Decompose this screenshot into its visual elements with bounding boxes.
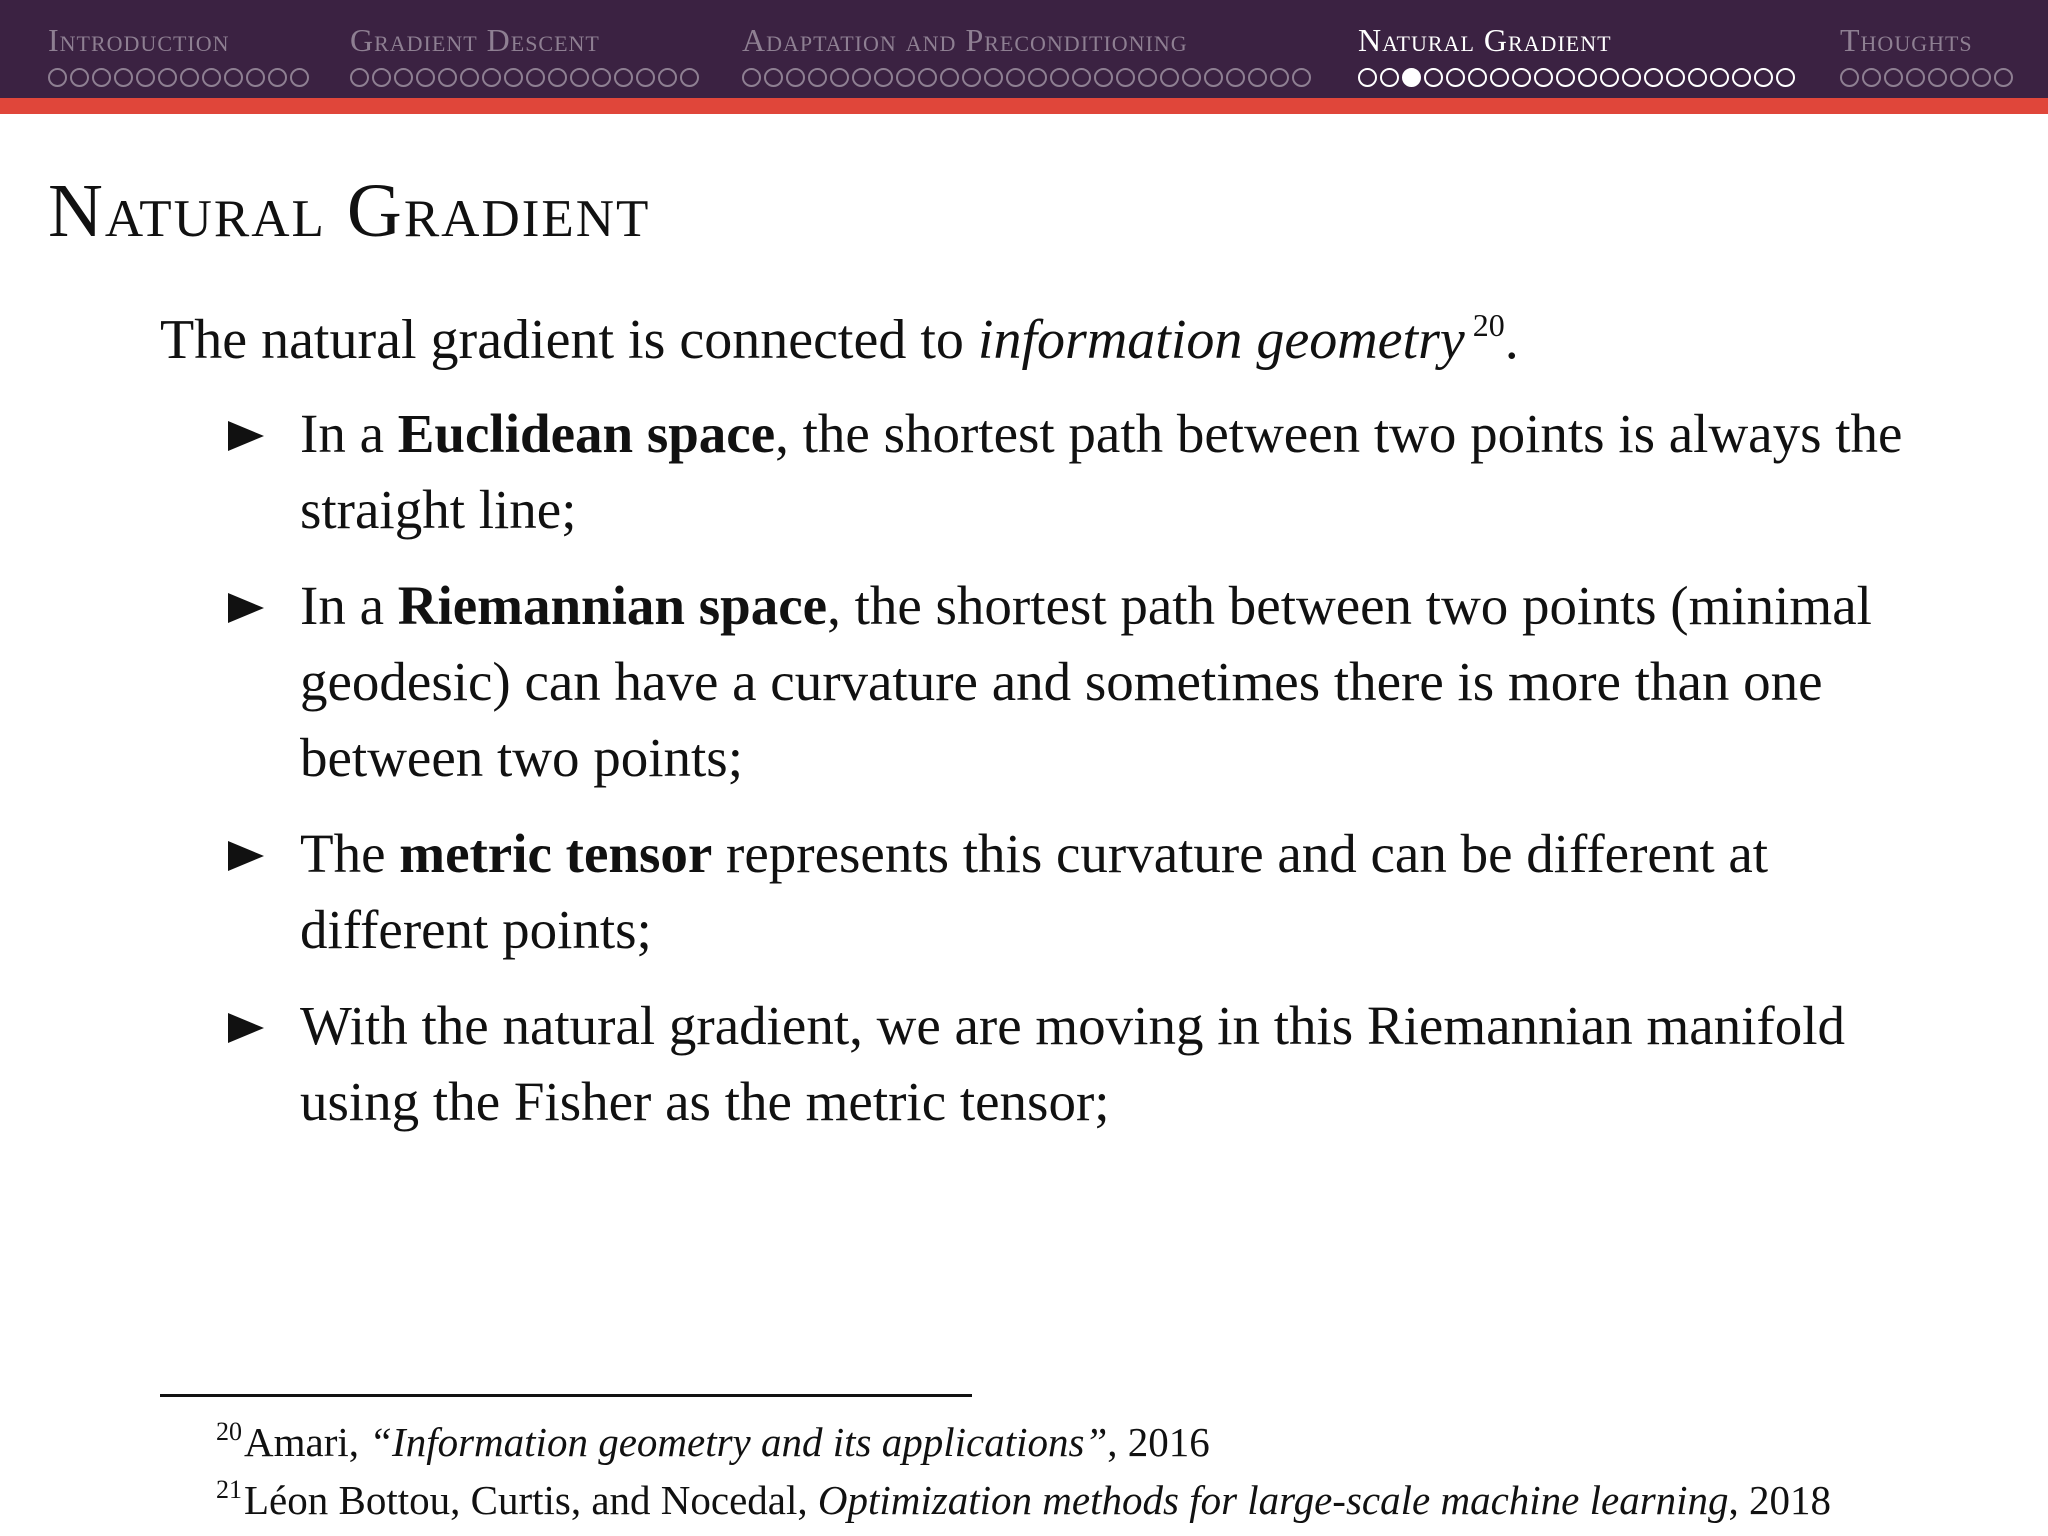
slide-dot[interactable] xyxy=(658,68,677,87)
slide-dot[interactable] xyxy=(680,68,699,87)
slide-dot[interactable] xyxy=(984,68,1003,87)
slide-dot[interactable] xyxy=(158,68,177,87)
slide-dot[interactable] xyxy=(1358,68,1377,87)
slide-dot[interactable] xyxy=(614,68,633,87)
slide-dot[interactable] xyxy=(1688,68,1707,87)
slide-dot[interactable] xyxy=(1006,68,1025,87)
intro-sentence xyxy=(160,304,1519,376)
slide-dot[interactable] xyxy=(786,68,805,87)
list-item xyxy=(224,988,1904,1140)
slide-dot[interactable] xyxy=(896,68,915,87)
slide-dot[interactable] xyxy=(1182,68,1201,87)
footnote-year: , 2018 xyxy=(1728,1477,1832,1523)
nav-section-natural-gradient[interactable] xyxy=(1358,22,1795,87)
slide-dots xyxy=(350,68,699,87)
intro-text: The natural gradient is connected to xyxy=(160,309,978,371)
slide-dot[interactable] xyxy=(830,68,849,87)
slide-dot[interactable] xyxy=(1840,68,1859,87)
slide-dot[interactable] xyxy=(372,68,391,87)
bullet-text: The xyxy=(300,823,400,884)
list-item xyxy=(224,396,1904,548)
footnote xyxy=(216,1418,1210,1466)
slide-dot[interactable] xyxy=(1512,68,1531,87)
slide-dot[interactable] xyxy=(1776,68,1795,87)
slide-dot[interactable] xyxy=(482,68,501,87)
slide-dot[interactable] xyxy=(1292,68,1311,87)
bullet-text: In a xyxy=(300,403,398,464)
slide-dot[interactable] xyxy=(1906,68,1925,87)
slide-dot[interactable] xyxy=(1028,68,1047,87)
slide-dots xyxy=(742,68,1311,87)
bullet-bold-term: metric tensor xyxy=(399,823,713,884)
bullet-text: represents this curvature and can be different at different points; xyxy=(300,823,1769,960)
nav-section-title[interactable]: Natural Gradient xyxy=(1358,22,1612,58)
slide-dot[interactable] xyxy=(1490,68,1509,87)
nav-section-title[interactable]: Adaptation and Preconditioning xyxy=(742,22,1188,58)
slide-dot[interactable] xyxy=(764,68,783,87)
intro-emphasis: information geometry xyxy=(977,309,1465,371)
footnote-text: Léon Bottou, Curtis, and Nocedal, xyxy=(244,1477,818,1523)
slide-dot[interactable] xyxy=(1468,68,1487,87)
slide-dot[interactable] xyxy=(1972,68,1991,87)
slide-dot[interactable] xyxy=(1138,68,1157,87)
slide-dot[interactable] xyxy=(1862,68,1881,87)
footnote-number: 21 xyxy=(216,1475,242,1504)
footnote xyxy=(216,1476,1831,1524)
slide-dot[interactable] xyxy=(1622,68,1641,87)
triangle-bullet-icon xyxy=(228,593,264,623)
footnote-year: , 2016 xyxy=(1107,1419,1210,1465)
footnote-cited-title: Optimization methods for large-scale machine learning xyxy=(817,1477,1729,1523)
slide-dot[interactable] xyxy=(48,68,67,87)
slide-dot[interactable] xyxy=(224,68,243,87)
current-slide-dot[interactable] xyxy=(1402,68,1421,87)
slide-dot[interactable] xyxy=(1710,68,1729,87)
slide-dot[interactable] xyxy=(350,68,369,87)
slide-dot[interactable] xyxy=(1204,68,1223,87)
footnote-text: Amari, xyxy=(244,1419,370,1465)
slide-dots xyxy=(1840,68,2013,87)
footnote-divider xyxy=(160,1394,972,1397)
slide-dot[interactable] xyxy=(742,68,761,87)
navigation-bar xyxy=(0,0,2048,98)
bullet-text: With the natural gradient, we are moving in this Riemannian manifold using the Fisher as the metric tensor; xyxy=(300,995,1846,1132)
bullet-text: , the shortest path between two points is always the straight line; xyxy=(300,403,1903,540)
slide-dot[interactable] xyxy=(1950,68,1969,87)
slide-dot[interactable] xyxy=(570,68,589,87)
slide-dot[interactable] xyxy=(1666,68,1685,87)
nav-section-gradient-descent[interactable] xyxy=(350,22,699,87)
slide-dot[interactable] xyxy=(636,68,655,87)
slide-dot[interactable] xyxy=(1732,68,1751,87)
bullet-text: In a xyxy=(300,575,398,636)
triangle-bullet-icon xyxy=(228,1013,264,1043)
slide-dot[interactable] xyxy=(1116,68,1135,87)
slide-dot[interactable] xyxy=(1928,68,1947,87)
slide-dots xyxy=(1358,68,1795,87)
slide-dot[interactable] xyxy=(808,68,827,87)
slide-dot[interactable] xyxy=(1248,68,1267,87)
triangle-bullet-icon xyxy=(228,841,264,871)
slide-dots xyxy=(48,68,309,87)
slide-dot[interactable] xyxy=(1446,68,1465,87)
slide-dot[interactable] xyxy=(852,68,871,87)
slide-dot[interactable] xyxy=(1424,68,1443,87)
slide-dot[interactable] xyxy=(92,68,111,87)
slide-dot[interactable] xyxy=(1050,68,1069,87)
slide-dot[interactable] xyxy=(1578,68,1597,87)
list-item xyxy=(224,816,1904,968)
bullet-bold-term: Riemannian space xyxy=(397,575,828,636)
nav-section-thoughts[interactable] xyxy=(1840,22,2013,87)
slide-dot[interactable] xyxy=(1754,68,1773,87)
bullet-text: , the shortest path between two points (minimal geodesic) can have a curvature and sometimes there is more than one between two points; xyxy=(300,575,1872,788)
slide-dot[interactable] xyxy=(438,68,457,87)
slide-dot[interactable] xyxy=(268,68,287,87)
accent-bar xyxy=(0,98,2048,114)
slide-dot[interactable] xyxy=(1556,68,1575,87)
slide-dot[interactable] xyxy=(526,68,545,87)
triangle-bullet-icon xyxy=(228,421,264,451)
page-title: Natural Gradient xyxy=(48,169,651,253)
footnote-number: 20 xyxy=(216,1417,242,1446)
slide-dot[interactable] xyxy=(246,68,265,87)
slide-dot[interactable] xyxy=(1534,68,1553,87)
slide-dot[interactable] xyxy=(548,68,567,87)
slide-dot[interactable] xyxy=(504,68,523,87)
bullet-bold-term: Euclidean space xyxy=(397,403,776,464)
slide-dot[interactable] xyxy=(1094,68,1113,87)
slide-dot[interactable] xyxy=(416,68,435,87)
intro-text-end: . xyxy=(1504,309,1519,371)
slide-dot[interactable] xyxy=(1644,68,1663,87)
slide-dot[interactable] xyxy=(136,68,155,87)
slide-dot[interactable] xyxy=(1600,68,1619,87)
nav-section-title[interactable]: Introduction xyxy=(48,22,230,58)
slide-dot[interactable] xyxy=(180,68,199,87)
slide-dot[interactable] xyxy=(290,68,309,87)
list-item xyxy=(224,568,1904,796)
slide-dot[interactable] xyxy=(1380,68,1399,87)
slide-dot[interactable] xyxy=(1226,68,1245,87)
slide-dot[interactable] xyxy=(1160,68,1179,87)
slide-dot[interactable] xyxy=(874,68,893,87)
bullet-list xyxy=(224,396,1904,1160)
slide-dot[interactable] xyxy=(1884,68,1903,87)
slide-dot[interactable] xyxy=(1072,68,1091,87)
slide-dot[interactable] xyxy=(114,68,133,87)
footnote-cited-title: “Information geometry and its applications” xyxy=(369,1419,1108,1465)
slide-dot[interactable] xyxy=(202,68,221,87)
slide-dot[interactable] xyxy=(70,68,89,87)
nav-section-adaptation[interactable] xyxy=(742,22,1311,87)
nav-section-title[interactable]: Thoughts xyxy=(1840,22,1973,58)
slide-dot[interactable] xyxy=(460,68,479,87)
slide-dot[interactable] xyxy=(1994,68,2013,87)
slide-dot[interactable] xyxy=(940,68,959,87)
nav-section-introduction[interactable] xyxy=(48,22,309,87)
slide-dot[interactable] xyxy=(918,68,937,87)
slide-dot[interactable] xyxy=(394,68,413,87)
nav-section-title[interactable]: Gradient Descent xyxy=(350,22,600,58)
slide-dot[interactable] xyxy=(592,68,611,87)
slide-dot[interactable] xyxy=(962,68,981,87)
footnote-reference[interactable]: 20 xyxy=(1472,307,1505,343)
slide-dot[interactable] xyxy=(1270,68,1289,87)
